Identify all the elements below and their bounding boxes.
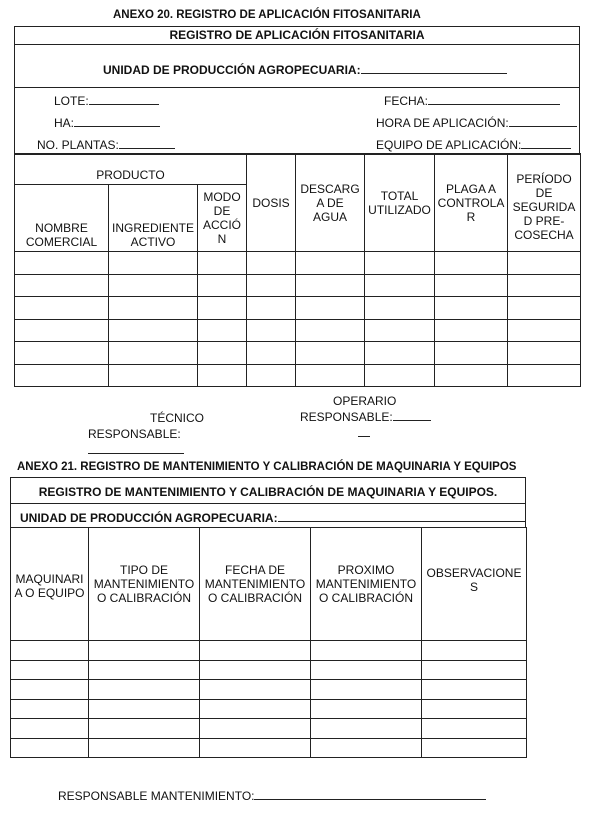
ha-field: [54, 115, 160, 130]
application-cell[interactable]: [435, 342, 508, 365]
maintenance-cell[interactable]: [422, 699, 527, 719]
annex20-application-table: [14, 153, 581, 387]
maintenance-cell[interactable]: [11, 699, 89, 719]
application-cell[interactable]: [296, 274, 365, 297]
maintenance-cell[interactable]: [311, 641, 422, 661]
application-cell[interactable]: [15, 364, 109, 387]
col-dosis: DOSIS: [247, 154, 296, 252]
operario-input-line[interactable]: [393, 409, 431, 421]
application-cell[interactable]: [365, 252, 435, 275]
application-row: [15, 252, 581, 275]
maintenance-cell[interactable]: [311, 699, 422, 719]
maintenance-cell[interactable]: [200, 641, 311, 661]
hora-label: HORA DE APLICACIÓN:: [376, 116, 509, 130]
col-periodo: PERÍODO DE SEGURIDA D PRE-COSECHA: [508, 154, 581, 252]
maintenance-cell[interactable]: [311, 660, 422, 680]
maintenance-cell[interactable]: [11, 660, 89, 680]
application-cell[interactable]: [508, 297, 581, 320]
fecha-field: [384, 93, 560, 108]
divider: [14, 44, 580, 45]
application-cell[interactable]: [109, 297, 198, 320]
application-cell[interactable]: [296, 252, 365, 275]
application-cell[interactable]: [296, 297, 365, 320]
application-cell[interactable]: [365, 274, 435, 297]
annex20-heading: ANEXO 20. REGISTRO DE APLICACIÓN FITOSANITARIA: [113, 9, 421, 21]
application-cell[interactable]: [296, 319, 365, 342]
application-cell[interactable]: [435, 319, 508, 342]
lote-label: LOTE:: [54, 94, 89, 108]
application-cell[interactable]: [198, 319, 247, 342]
tecnico-label-1: TÉCNICO: [150, 411, 204, 425]
application-cell[interactable]: [247, 274, 296, 297]
maintenance-row: [11, 641, 527, 661]
responsable-label: RESPONSABLE MANTENIMIENTO:: [58, 789, 255, 803]
unidad-label: UNIDAD DE PRODUCCIÓN AGROPECUARIA:: [20, 511, 278, 525]
application-cell[interactable]: [15, 342, 109, 365]
lote-input-line[interactable]: [89, 93, 159, 105]
annex20-form-title: REGISTRO DE APLICACIÓN FITOSANITARIA: [169, 28, 425, 42]
responsable-input-line[interactable]: [254, 788, 486, 800]
operario-underscore: [300, 425, 440, 441]
application-cell[interactable]: [365, 297, 435, 320]
tecnico-input-line[interactable]: [88, 442, 184, 454]
application-cell[interactable]: [109, 342, 198, 365]
maintenance-cell[interactable]: [200, 719, 311, 739]
col-nombre-comercial: NOMBRE COMERCIAL: [15, 185, 109, 252]
maintenance-cell[interactable]: [422, 738, 527, 758]
application-cell[interactable]: [109, 364, 198, 387]
divider: [10, 503, 526, 504]
operario-input-line-2[interactable]: [358, 425, 370, 437]
col-observaciones: OBSERVACIONE S: [422, 528, 527, 641]
application-cell[interactable]: [508, 252, 581, 275]
application-cell[interactable]: [15, 274, 109, 297]
col-descarga: DESCARG A DE AGUA: [296, 154, 365, 252]
maintenance-cell[interactable]: [422, 641, 527, 661]
plantas-input-line[interactable]: [119, 137, 175, 149]
application-cell[interactable]: [15, 319, 109, 342]
fecha-input-line[interactable]: [428, 93, 560, 105]
maintenance-cell[interactable]: [311, 680, 422, 700]
application-row: [15, 342, 581, 365]
application-cell[interactable]: [247, 342, 296, 365]
application-cell[interactable]: [435, 274, 508, 297]
equipo-label: EQUIPO DE APLICACIÓN:: [376, 138, 522, 152]
annex21-form-title: REGISTRO DE MANTENIMIENTO Y CALIBRACIÓN DE MAQUINARIA Y EQUIPOS.: [38, 485, 498, 499]
col-maquinaria: MAQUINARI A O EQUIPO: [11, 528, 89, 641]
application-cell[interactable]: [365, 319, 435, 342]
application-cell[interactable]: [247, 364, 296, 387]
maintenance-cell[interactable]: [89, 680, 200, 700]
application-cell[interactable]: [435, 252, 508, 275]
application-cell[interactable]: [508, 364, 581, 387]
maintenance-row: [11, 719, 527, 739]
tecnico-label-2: RESPONSABLE:: [88, 426, 268, 458]
fecha-label: FECHA:: [384, 94, 429, 108]
annex21-heading: ANEXO 21. REGISTRO DE MANTENIMIENTO Y CALIBRACIÓN DE MAQUINARIA Y EQUIPOS: [17, 461, 517, 473]
application-cell[interactable]: [109, 319, 198, 342]
application-cell[interactable]: [198, 364, 247, 387]
maintenance-cell[interactable]: [11, 719, 89, 739]
col-ingrediente-activo: INGREDIENTE ACTIVO: [109, 185, 198, 252]
maintenance-row: [11, 680, 527, 700]
application-cell[interactable]: [296, 364, 365, 387]
application-cell[interactable]: [198, 297, 247, 320]
operario-label-1: OPERARIO: [333, 394, 397, 408]
responsable-mantenimiento-field: [58, 788, 486, 803]
maintenance-cell[interactable]: [89, 641, 200, 661]
maintenance-row: [11, 699, 527, 719]
maintenance-cell[interactable]: [311, 719, 422, 739]
maintenance-cell[interactable]: [89, 660, 200, 680]
maintenance-row: [11, 738, 527, 758]
application-row: [15, 319, 581, 342]
maintenance-cell[interactable]: [200, 699, 311, 719]
unidad-input-line[interactable]: [278, 510, 526, 522]
application-cell[interactable]: [435, 297, 508, 320]
application-cell[interactable]: [198, 252, 247, 275]
ha-input-line[interactable]: [74, 115, 160, 127]
annex21-maintenance-table: [10, 527, 527, 758]
plantas-field: [37, 137, 175, 152]
maintenance-cell[interactable]: [422, 660, 527, 680]
application-row: [15, 364, 581, 387]
application-cell[interactable]: [508, 274, 581, 297]
maintenance-cell[interactable]: [89, 699, 200, 719]
application-cell[interactable]: [365, 364, 435, 387]
maintenance-cell[interactable]: [200, 680, 311, 700]
lote-field: [54, 93, 159, 108]
unidad-label: UNIDAD DE PRODUCCIÓN AGROPECUARIA:: [103, 63, 361, 77]
col-producto: PRODUCTO: [15, 154, 247, 185]
application-cell[interactable]: [508, 342, 581, 365]
application-cell[interactable]: [15, 297, 109, 320]
col-modo-accion: MODO DE ACCIÓ N: [198, 185, 247, 252]
application-cell[interactable]: [365, 342, 435, 365]
divider: [14, 87, 580, 88]
application-cell[interactable]: [198, 274, 247, 297]
maintenance-cell[interactable]: [11, 738, 89, 758]
application-cell[interactable]: [15, 252, 109, 275]
hora-input-line[interactable]: [509, 115, 577, 127]
annex20-header-frame: [14, 26, 580, 155]
maintenance-cell[interactable]: [422, 680, 527, 700]
equipo-input-line[interactable]: [521, 137, 571, 149]
application-cell[interactable]: [247, 252, 296, 275]
maintenance-cell[interactable]: [11, 680, 89, 700]
maintenance-cell[interactable]: [89, 719, 200, 739]
annex20-unidad-field: [103, 62, 507, 77]
operario-signature: [300, 393, 440, 441]
application-cell[interactable]: [508, 319, 581, 342]
application-cell[interactable]: [109, 252, 198, 275]
col-fecha: FECHA DE MANTENIMIENTO O CALIBRACIÓN: [200, 528, 311, 641]
operario-label-2: RESPONSABLE:: [300, 409, 440, 425]
plantas-label: NO. PLANTAS:: [37, 138, 119, 152]
application-cell[interactable]: [435, 364, 508, 387]
hora-field: [376, 115, 577, 130]
maintenance-cell[interactable]: [311, 738, 422, 758]
equipo-field: [376, 137, 571, 152]
maintenance-cell[interactable]: [89, 738, 200, 758]
annex21-unidad-field: [20, 510, 526, 525]
maintenance-row: [11, 660, 527, 680]
application-cell[interactable]: [109, 274, 198, 297]
maintenance-cell[interactable]: [11, 641, 89, 661]
application-cell[interactable]: [296, 342, 365, 365]
application-cell[interactable]: [247, 297, 296, 320]
maintenance-cell[interactable]: [200, 660, 311, 680]
col-tipo: TIPO DE MANTENIMIENTO O CALIBRACIÓN: [89, 528, 200, 641]
maintenance-cell[interactable]: [200, 738, 311, 758]
application-cell[interactable]: [247, 319, 296, 342]
col-total: TOTAL UTILIZADO: [365, 154, 435, 252]
unidad-input-line[interactable]: [361, 62, 507, 74]
ha-label: HA:: [54, 116, 75, 130]
tecnico-signature: [88, 410, 268, 458]
application-row: [15, 274, 581, 297]
col-plaga: PLAGA A CONTROLA R: [435, 154, 508, 252]
maintenance-cell[interactable]: [422, 719, 527, 739]
application-cell[interactable]: [198, 342, 247, 365]
application-row: [15, 297, 581, 320]
col-proximo: PROXIMO MANTENIMIENTO O CALIBRACIÓN: [311, 528, 422, 641]
